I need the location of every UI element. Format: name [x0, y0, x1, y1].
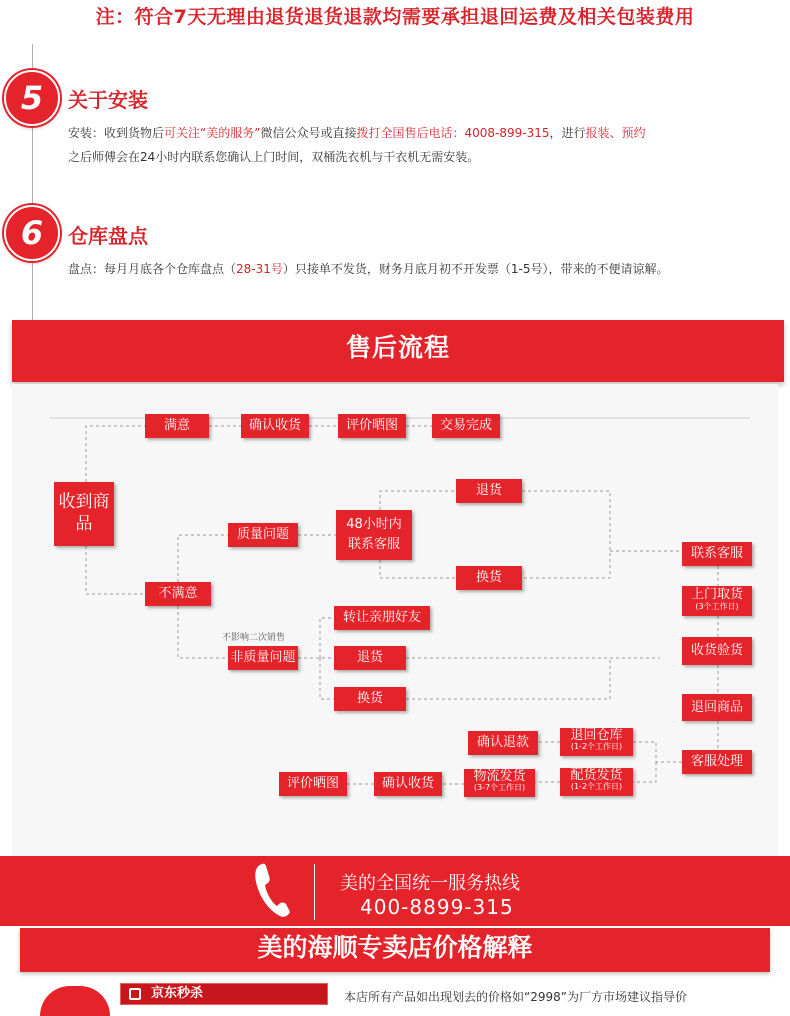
flow-node-inspect: 收货验货 [682, 637, 752, 665]
install-text-part: 微信公众号或直接 [260, 126, 357, 140]
inventory-dates: 28-31号 [236, 262, 283, 276]
flow-node-contact-48h: 48小时内联系客服 [336, 510, 412, 560]
flow-node-ship-parts [560, 768, 633, 796]
phone-icon [250, 862, 294, 918]
flow-node-ship-parts-duration: (1-2个工作日) [570, 782, 623, 791]
flow-node-unsatisfied: 不满意 [145, 582, 211, 606]
flow-node-logistics [464, 769, 535, 797]
flow-node-review-final: 评价晒图 [279, 772, 347, 796]
install-section-title: 关于安装 [68, 88, 148, 112]
jd-flash-sale-label: 京东秒杀 [151, 986, 204, 1001]
flow-node-return: 退货 [456, 479, 522, 503]
flow-node-return-warehouse [560, 728, 633, 756]
step-6-number: 6 [20, 214, 44, 252]
inventory-section-title: 仓库盘点 [68, 224, 148, 248]
hotline-separator [314, 864, 315, 920]
flow-node-confirm-receipt-final: 确认收货 [374, 772, 442, 796]
flow-node-pickup-duration: (3个工作日) [695, 602, 739, 611]
flow-node-exchange: 换货 [456, 566, 522, 590]
flow-node-confirm-refund: 确认退款 [468, 731, 538, 755]
flow-note-no-affect-resale: 不影响二次销售 [222, 633, 286, 643]
price-explanation-title: 美的海顺专卖店价格解释 [257, 933, 533, 962]
price-explanation-text: 本店所有产品如出现划去的价格如“2998”为厂方市场建议指导价 [344, 990, 687, 1004]
flow-node-contact-service: 联系客服 [682, 542, 752, 566]
flow-node-review: 评价晒图 [338, 414, 406, 438]
flow-node-return-goods: 退回商品 [682, 694, 752, 721]
aftersales-flow-title: 售后流程 [345, 333, 450, 362]
hotline-number[interactable]: 400-8899-315 [360, 895, 514, 919]
install-hotline-text[interactable]: 拨打全国售后电话：4008-899-315 [356, 126, 550, 140]
step-5-number: 5 [20, 79, 44, 117]
flow-node-quality-issue: 质量问题 [228, 523, 298, 547]
jd-flash-sale-tag [120, 983, 328, 1005]
install-text-part: 安装：收到货物后 [68, 126, 165, 140]
flow-node-pickup [682, 586, 752, 616]
install-text-part: ，进行 [549, 126, 586, 140]
inventory-text-part: 盘点：每月月底各个仓库盘点（ [68, 262, 237, 276]
hotline-title: 美的全国统一服务热线 [340, 873, 520, 894]
price-explanation-banner [20, 928, 770, 972]
install-text-line2: 之后师傅会在24小时内联系您确认上门时间，双桶洗衣机与干衣机无需安装。 [68, 150, 480, 164]
install-booking-text: 报装、预约 [585, 126, 646, 140]
flow-node-confirm-receipt: 确认收货 [241, 414, 309, 438]
inventory-text-part: ）只接单不发货，财务月底月初不开发票（1-5号），带来的不便请谅解。 [282, 262, 669, 276]
flow-node-logistics-duration: (3-7个工作日) [473, 783, 526, 792]
flow-node-received: 收到商品 [54, 482, 114, 546]
flow-node-exchange-b: 换货 [334, 687, 406, 711]
flow-node-ship-parts-label: 配货发货 [570, 768, 623, 783]
flow-node-service-handle: 客服处理 [682, 750, 752, 774]
flow-node-return-b: 退货 [334, 646, 406, 670]
flow-node-return-warehouse-duration: (1-2个工作日) [570, 742, 623, 751]
jd-flash-sale-icon [129, 988, 141, 1000]
install-wechat-link[interactable]: 可关注“美的服务” [164, 126, 261, 140]
flow-node-satisfied: 满意 [145, 414, 209, 438]
flow-node-logistics-label: 物流发货 [473, 769, 526, 784]
return-fee-notice: 注：符合7天无理由退货退货退款均需要承担退回运费及相关包装费用 [95, 6, 695, 28]
flow-node-return-warehouse-label: 退回仓库 [570, 728, 623, 743]
flow-node-pickup-label: 上门取货 [690, 587, 743, 602]
flow-node-non-quality-issue: 非质量问题 [228, 646, 298, 670]
flow-node-deal-done: 交易完成 [432, 414, 500, 438]
flow-node-transfer-friends: 转让亲朋好友 [334, 606, 430, 630]
